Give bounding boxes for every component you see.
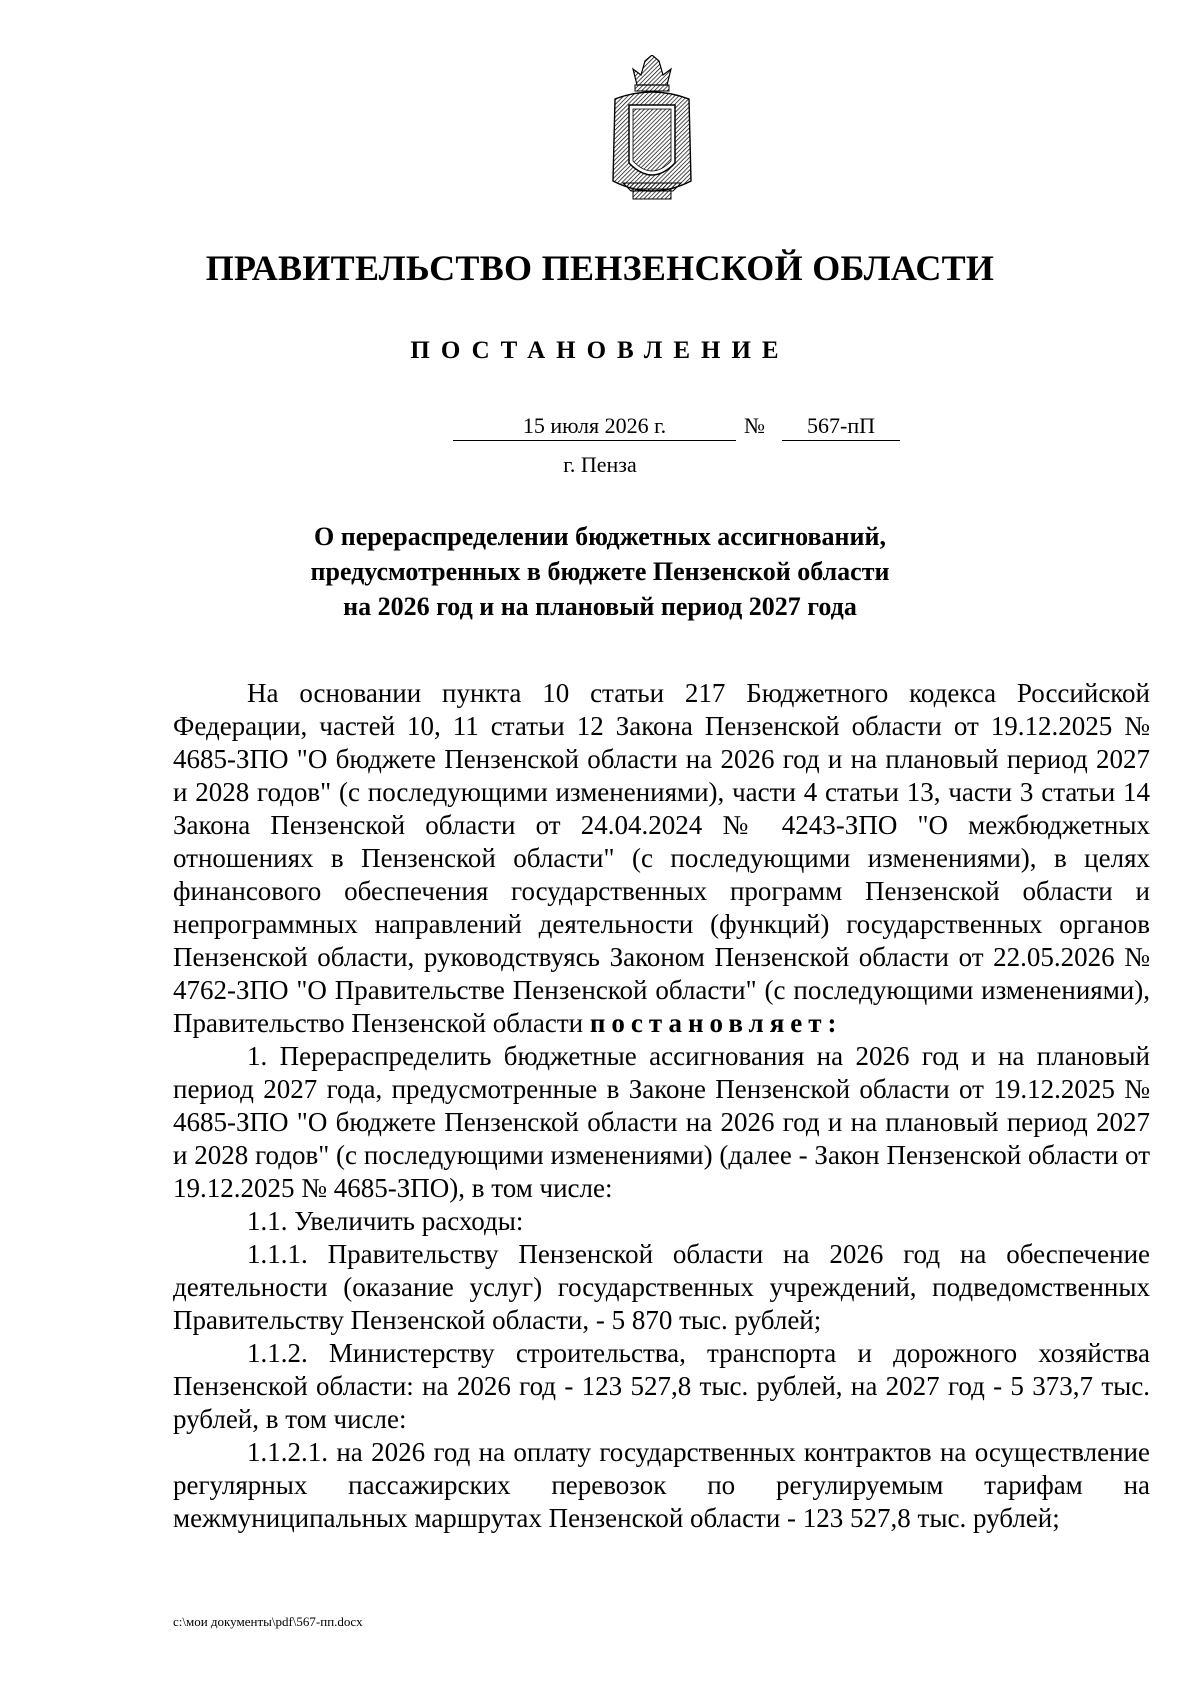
pensa-region-coat-of-arms-icon [609, 55, 695, 203]
number-sign: № [744, 413, 765, 438]
paragraph-1-1-2-1: 1.1.2.1. на 2026 год на оплату государственных контрактов на осуществление регулярных пассажирских перевозок по регулируемым тарифам на межмуниципальных маршрутах Пензенской области - 123 527,8 тыс. рублей; [173, 1437, 1150, 1533]
paragraph-1-1: 1.1. Увеличить расходы: [247, 1206, 524, 1236]
paragraph-1: 1. Перераспределить бюджетные ассигнования на 2026 год и на плановый период 2027 года, предусмотренные в Законе Пензенской области от 19.12.2025 № 4685-ЗПО "О бюджете Пензенской области на 2026 год и на плановый период 2027 и 2028 годов" (с последующими изменениями) (далее - Закон Пензенской области от 19.12.2025 № 4685-ЗПО), в том числе: [173, 1041, 1150, 1203]
document-number: 567-пП [782, 411, 900, 441]
government-title: ПРАВИТЕЛЬСТВО ПЕНЗЕНСКОЙ ОБЛАСТИ [205, 248, 995, 288]
subject-line: О перераспределении бюджетных ассигнований, [314, 522, 886, 551]
document-city: г. Пенза [563, 452, 637, 477]
file-path-footer: c:\мои документы\pdf\567-пп.docx [173, 1614, 363, 1629]
subject-line: на 2026 год и на плановый период 2027 года [343, 592, 857, 621]
paragraph-1-1-1: 1.1.1. Правительству Пензенской области на 2026 год на обеспечение деятельности (оказание услуг) государственных учреждений, подведомственных Правительству Пензенской области, - 5 870 тыс. рублей; [173, 1239, 1150, 1335]
document-subject [200, 519, 1000, 624]
paragraph-1-1-2: 1.1.2. Министерству строительства, транспорта и дорожного хозяйства Пензенской области: на 2026 год - 123 527,8 тыс. рублей, на 2027 год - 5 373,7 тыс. рублей, в том числе: [173, 1338, 1150, 1434]
decree-word: постановляет: [589, 1008, 843, 1038]
document-body [173, 677, 1150, 1535]
preamble-paragraph [173, 677, 1150, 1040]
document-date: 15 июля 2026 г. [453, 411, 736, 441]
document-type-heading: ПОСТАНОВЛЕНИЕ [410, 337, 790, 364]
preamble-text: На основании пункта 10 статьи 217 Бюджетного кодекса Российской Федерации, частей 10, 11 статьи 12 Закона Пензенской области от 19.12.2025 № 4685-ЗПО "О бюджете Пензенской области на 2026 год и на плановый период 2027 и 2028 годов" (с последующими изменениями), части 4 статьи 13, части 3 статьи 14 Закона Пензенской области от 24.04.2024 № 4243-ЗПО "О межбюджетных отношениях в Пензенской области" (с последующими изменениями), в целях финансового обеспечения государственных программ Пензенской области и непрограммных направлений деятельности (функций) государственных органов Пензенской области, руководствуясь Законом Пензенской области от 22.05.2026 № 4762-ЗПО "О Правительстве Пензенской области" (с последующими изменениями), Правительство Пензенской области [173, 678, 1150, 1038]
subject-line: предусмотренных в бюджете Пензенской области [310, 557, 890, 586]
